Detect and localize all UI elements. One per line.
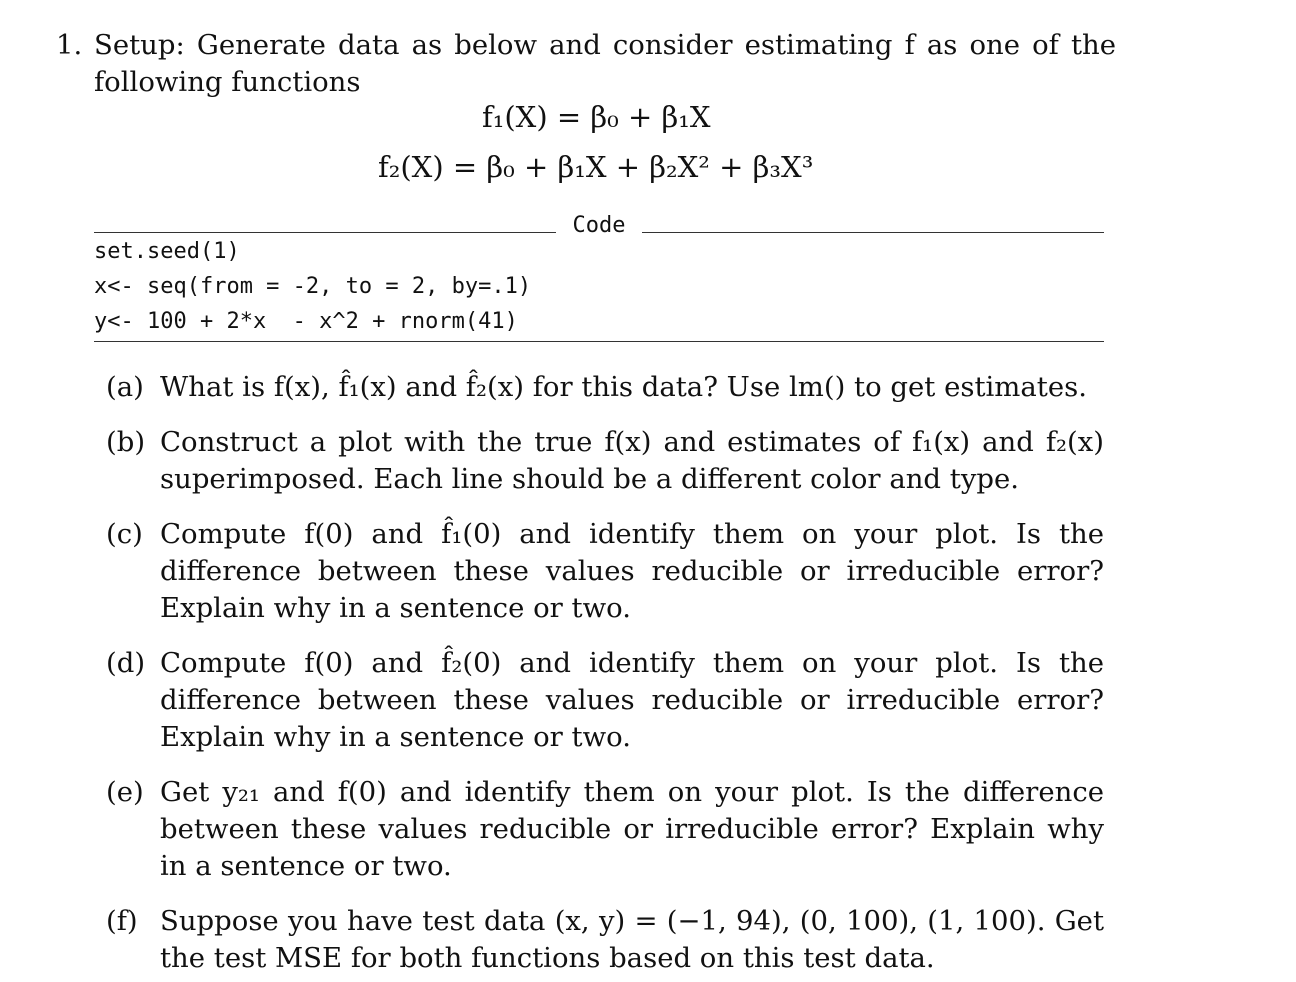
problem-heading — [56, 27, 1116, 101]
part-label: (a) — [106, 371, 144, 403]
equation-f2: f₂(X) = β₀ + β₁X + β₂X² + β₃X³ — [378, 150, 814, 184]
code-block — [94, 208, 1104, 344]
part-label: (d) — [106, 647, 146, 679]
part-label: (e) — [106, 776, 144, 808]
part-text: Compute f(0) and f̂₂(0) and identify them on your plot. Is the difference between these values reducible or irreducible error? Explain why in a sentence or two. — [160, 647, 1104, 753]
code-line: y<- 100 + 2*x - x^2 + rnorm(41) — [94, 309, 518, 334]
code-line: x<- seq(from = -2, to = 2, by=.1) — [94, 274, 532, 299]
question-part-a — [106, 369, 1104, 406]
code-title: Code — [572, 213, 626, 238]
part-text: Compute f(0) and f̂₁(0) and identify them on your plot. Is the difference between these values reducible or irreducible error? Explain why in a sentence or two. — [160, 518, 1104, 624]
problem-number: 1. — [56, 29, 83, 61]
part-label: (b) — [106, 426, 146, 458]
equation-f1: f₁(X) = β₀ + β₁X — [482, 100, 711, 134]
code-lines — [94, 234, 531, 339]
part-text: What is f(x), f̂₁(x) and f̂₂(x) for this data? Use lm() to get estimates. — [160, 371, 1087, 403]
question-part-d — [106, 645, 1104, 756]
question-part-c — [106, 516, 1104, 627]
part-label: (c) — [106, 518, 143, 550]
part-text: Suppose you have test data (x, y) = (−1, 94), (0, 100), (1, 100). Get the test MSE for both functions based on this test data. — [160, 905, 1104, 974]
question-parts — [106, 369, 1104, 977]
part-text: Construct a plot with the true f(x) and estimates of f₁(x) and f₂(x) superimposed. Each line should be a different color and type. — [160, 426, 1104, 495]
code-rule-top-right — [642, 232, 1104, 233]
question-part-f — [106, 903, 1104, 977]
code-rule-bottom — [94, 341, 1104, 342]
part-text: Get y₂₁ and f(0) and identify them on your plot. Is the difference between these values reducible or irreducible error? Explain why in a sentence or two. — [160, 776, 1104, 882]
code-rule-top-left — [94, 232, 556, 233]
question-part-b — [106, 424, 1104, 498]
question-part-e — [106, 774, 1104, 885]
part-label: (f) — [106, 905, 138, 937]
code-line: set.seed(1) — [94, 239, 240, 264]
problem-intro: Setup: Generate data as below and consider estimating f as one of the following functions — [94, 29, 1116, 98]
